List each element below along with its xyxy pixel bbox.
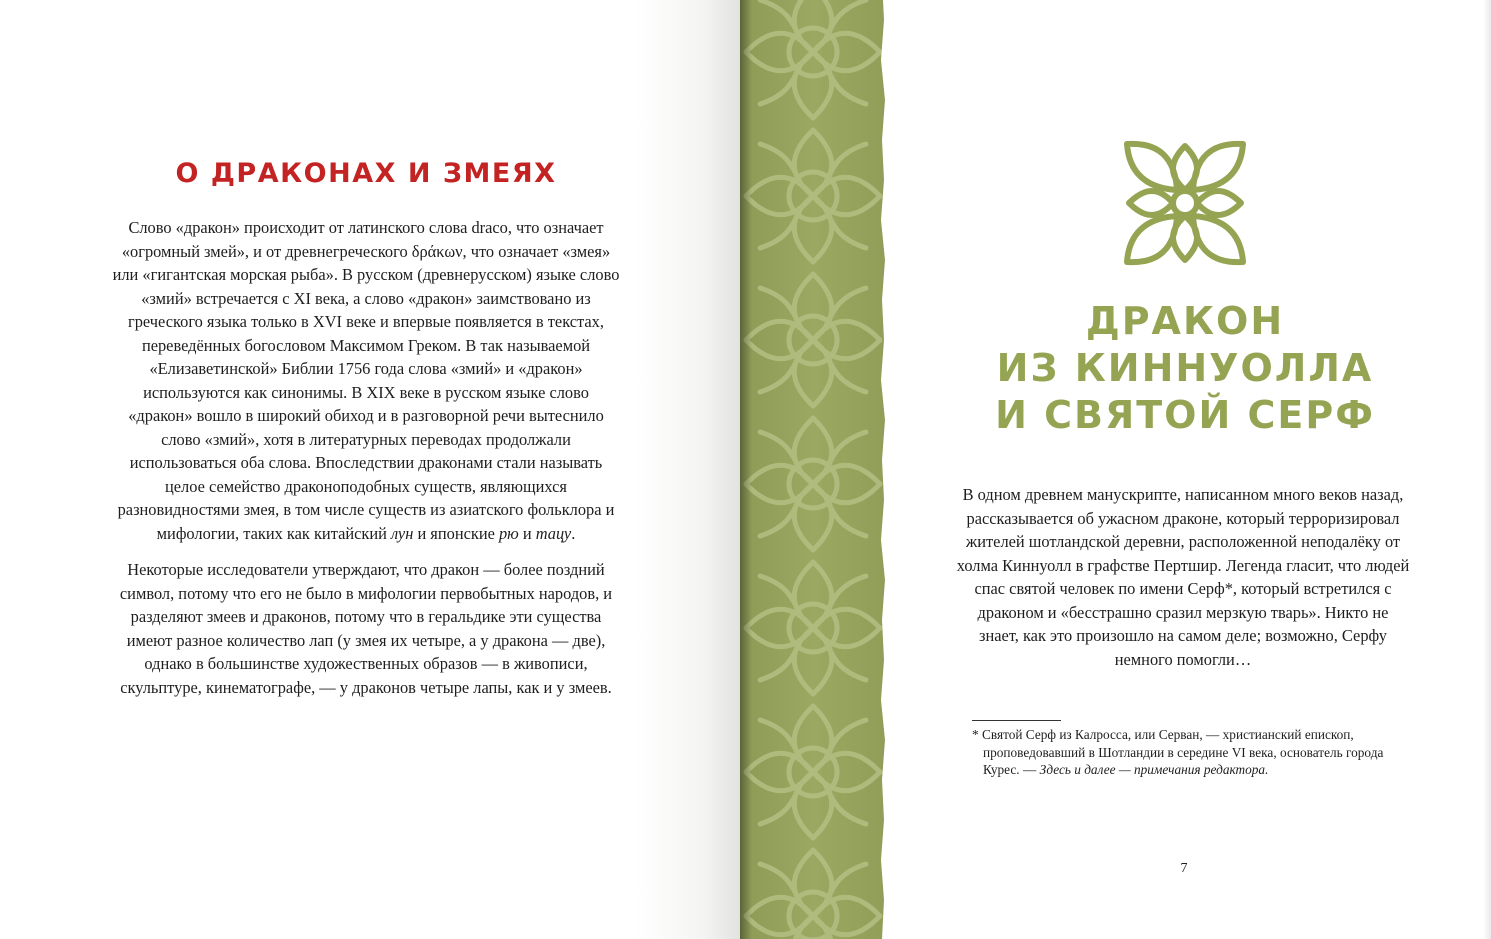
page-number: 7 — [1180, 861, 1188, 876]
footnote-editor-note: Здесь и далее — примечания редактора. — [1039, 762, 1269, 777]
celtic-knot-icon — [1119, 136, 1251, 270]
italic-term: тацу — [535, 523, 572, 543]
title-line: ДРАКОН — [1085, 299, 1285, 343]
right-page-body: В одном древнем манускрипте, написанном много веков назад, рассказывается об ужасном драконе, который терроризировал жителей шотландской деревни, расположенной неподалёку от холма Киннуолл в графстве Пертшир. Легенда гласит, что людей спас святой человек по имени Серф*, который встретился с драконом и «бесстрашно сразил мерзкую тварь». Никто не знает, как это произошло на самом деле; возможно, Серфу немного помогли… — [956, 485, 1410, 669]
paragraph-text: и японские — [413, 523, 499, 543]
paragraph-text: и — [518, 523, 536, 543]
paragraph-text: Слово «дракон» происходит от латинского слова draco, что означает «огромный змей», и от древнегреческого δράκων, что означает «змея» или «гигантская морская рыба». В русском (древнерусском) языке слово «змий» встречается с XI века, а слово «дракон» заимствовано из греческого языка только в XVI веке и впервые появляется в текстах, переведённых богословом Максимом Греком. В так называемой «Елизаветинской» Библии 1756 года слова «змий» и «дракон» используются как синонимы. В XIX веке в русском языке слово «дракон» вошло в широкий обиход и в разговорной речи вытеснило слово «змий», хотя в литературных переводах продолжали использоваться оба слова. Впоследствии драконами стали называть целое семейство драконоподобных существ, являющихся разновидностями змея, в том числе существ из азиатского фольклора и мифологии, таких как китайский — [112, 218, 620, 543]
italic-term: рю — [498, 523, 519, 543]
right-page-title — [946, 298, 1424, 439]
footnote-divider — [972, 720, 1061, 721]
left-paragraph-2: Некоторые исследователи утверждают, что дракон — более поздний символ, потому что его не было в мифологии первобытных народов, и разделяют змеев и драконов, потому что в геральдике эти существа имеют разное количество лап (у змея их четыре, а у дракона — две), однако в большинстве художественных образов — в живописи, скульптуре, кинематографе, — у драконов четыре лапы, как и у змеев. — [119, 560, 613, 697]
title-line: ИЗ КИННУОЛЛА — [996, 346, 1374, 390]
left-page-body — [110, 216, 622, 712]
page-gutter-shadow — [740, 0, 752, 939]
celtic-knot-pattern-icon — [740, 0, 886, 939]
left-page — [0, 0, 740, 939]
footnote-marker: * — [972, 727, 979, 742]
left-paragraph-1 — [110, 216, 622, 545]
right-page — [886, 0, 1491, 939]
title-line: И СВЯТОЙ СЕРФ — [995, 393, 1375, 437]
left-page-title: О ДРАКОНАХ И ЗМЕЯХ — [175, 158, 557, 189]
footnote — [972, 726, 1393, 779]
footnote-text: Святой Серф из Калросса, или Серван, — христианский епископ, проповедовавший в Шотландии в середине VI века, основатель города Курес. — — [978, 727, 1384, 777]
page-edge — [1483, 0, 1491, 939]
paragraph-text: . — [571, 523, 576, 543]
italic-term: лун — [391, 523, 414, 543]
